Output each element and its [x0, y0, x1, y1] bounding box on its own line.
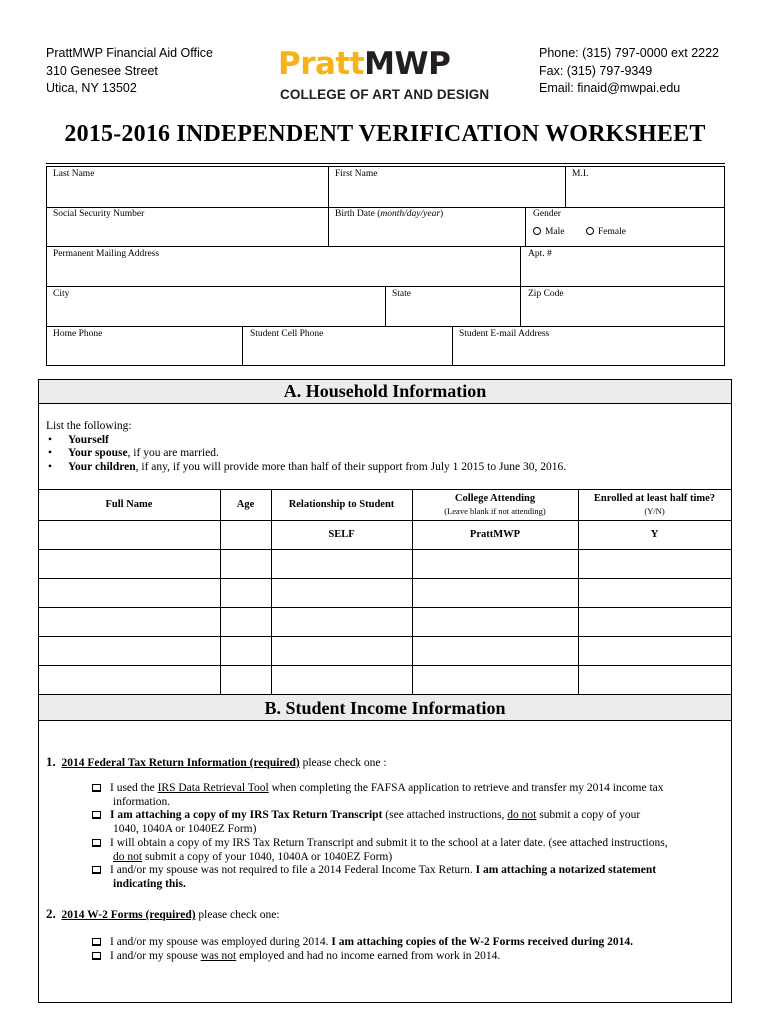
college-logo [278, 46, 490, 109]
col-age: Age [236, 499, 255, 510]
checkbox-icon[interactable] [92, 839, 101, 847]
q1-heading: 1. 2014 Federal Tax Return Information (required) please check one : [46, 754, 387, 769]
last-name-field[interactable]: Last Name [53, 169, 95, 179]
household-heading: A. Household Information [38, 379, 732, 404]
male-radio[interactable] [533, 227, 565, 237]
checkbox-icon[interactable] [92, 866, 101, 874]
male-label: Male [545, 227, 565, 237]
irs-data-retrieval-link[interactable]: IRS Data Retrieval Tool [157, 782, 269, 794]
office-city: Utica, NY 13502 [46, 81, 137, 95]
cell-phone-field[interactable]: Student Cell Phone [250, 329, 324, 339]
birth-date-format: month/day/year [380, 209, 441, 219]
office-address [46, 45, 213, 98]
logo-subtitle: COLLEGE OF ART AND DESIGN [280, 87, 490, 102]
q1-option-transcript-attached[interactable]: I am attaching a copy of my IRS Tax Return Transcript (see attached instructions, do not submit a copy of your 1040, 1040A or 1040EZ Form) [92, 809, 724, 837]
female-label: Female [598, 227, 626, 237]
checkbox-icon[interactable] [92, 811, 101, 819]
household-instructions [46, 420, 566, 474]
fax-line: Fax: (315) 797-9349 [539, 63, 653, 78]
row1-relationship: SELF [328, 529, 355, 540]
page-title: 2015-2016 INDEPENDENT VERIFICATION WORKSHEET [64, 121, 706, 147]
state-field[interactable]: State [392, 289, 411, 299]
q1-option-irs-drt[interactable]: I used the IRS Data Retrieval Tool when completing the FAFSA application to retrieve and transfer my 2014 income tax information. [92, 782, 724, 810]
row1-college: PrattMWP [469, 529, 521, 540]
first-name-field[interactable]: First Name [335, 169, 378, 179]
q1-option-transcript-later[interactable]: I will obtain a copy of my IRS Tax Return Transcript and submit it to the school at a later date. (see attached instructions, do not submit a copy of your 1040, 1040A or 1040EZ Form) [92, 837, 724, 865]
checkbox-icon[interactable] [92, 938, 101, 946]
household-item-spouse: • Your spouse, if you are married. [46, 447, 566, 461]
logo-pratt: Pratt [278, 46, 365, 82]
checkbox-icon[interactable] [92, 952, 101, 960]
female-radio[interactable] [586, 227, 626, 237]
gender-label: Gender [533, 209, 561, 219]
email-line: Email: finaid@mwpai.edu [539, 81, 681, 95]
col-enrolled-note: (Y/N) [644, 506, 665, 516]
q2-heading: 2. 2014 W-2 Forms (required) please check one: [46, 906, 280, 921]
zip-field[interactable]: Zip Code [528, 289, 564, 299]
checkbox-icon[interactable] [92, 784, 101, 792]
birth-date-field[interactable] [335, 209, 443, 219]
row1-enrolled: Y [650, 529, 659, 540]
office-street: 310 Genesee Street [46, 63, 158, 78]
col-full-name: Full Name [105, 499, 153, 510]
ssn-field[interactable]: Social Security Number [53, 209, 145, 219]
income-heading: B. Student Income Information [38, 694, 732, 721]
q1-option-not-required[interactable]: I and/or my spouse was not required to file a 2014 Federal Income Tax Return. I am attaching a notarized statement indicating this. [92, 864, 724, 892]
contact-info [539, 45, 719, 98]
col-enrolled: Enrolled at least half time? (Y/N) [593, 493, 716, 516]
q2-option-employed[interactable]: I and/or my spouse was employed during 2014. I am attaching copies of the W-2 Forms received during 2014. [92, 936, 724, 951]
logo-mwp: MWP [364, 46, 451, 82]
household-item-children: • Your children, if any, if you will provide more than half of their support from July 1 2015 to June 30, 2016. [46, 461, 566, 475]
office-name: PrattMWP Financial Aid Office [46, 46, 213, 60]
female-radio-circle[interactable] [586, 227, 594, 235]
mailing-address-field[interactable]: Permanent Mailing Address [53, 249, 160, 259]
home-phone-field[interactable]: Home Phone [53, 329, 103, 339]
birth-date-close: ) [440, 209, 444, 219]
city-field[interactable]: City [53, 289, 70, 299]
col-college-note: (Leave blank if not attending) [444, 506, 546, 516]
phone-line: Phone: (315) 797-0000 ext 2222 [539, 46, 719, 60]
col-college: College Attending (Leave blank if not attending) [444, 493, 546, 516]
household-item-yourself: • Yourself [46, 434, 566, 448]
q2-option-not-employed[interactable]: I and/or my spouse was not employed and had no income earned from work in 2014. [92, 950, 724, 965]
birth-date-label: Birth Date ( [335, 209, 381, 219]
email-field[interactable]: Student E-mail Address [459, 329, 550, 339]
apt-field[interactable]: Apt. # [528, 249, 552, 259]
male-radio-circle[interactable] [533, 227, 541, 235]
middle-initial-field[interactable]: M.I. [572, 169, 589, 179]
household-intro: List the following: [46, 420, 132, 432]
col-relationship: Relationship to Student [288, 499, 395, 510]
